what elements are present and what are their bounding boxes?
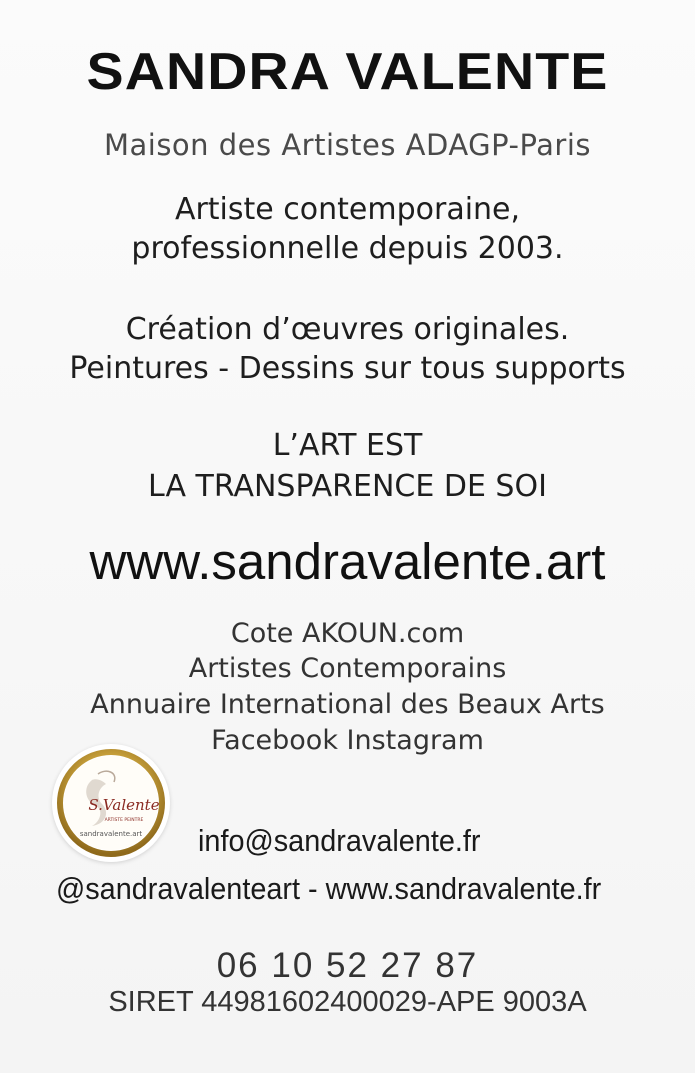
svg-text:ARTISTE PEINTRE: ARTISTE PEINTRE (104, 818, 144, 823)
siret-number: SIRET 44981602400029-APE 9003A (108, 986, 587, 1018)
phone-number[interactable]: 06 10 52 27 87 (216, 946, 479, 985)
reference-line: Cote AKOUN.com (230, 618, 465, 649)
artist-logo (52, 744, 170, 862)
logo-seal-icon (52, 744, 170, 862)
motto-line: L’ART EST (272, 428, 423, 463)
svg-text:S.Valente: S.Valente (88, 796, 160, 814)
affiliation: Maison des Artistes ADAGP-Paris (103, 128, 592, 162)
description-line: Artiste contemporaine, (174, 192, 521, 227)
email-link[interactable]: info@sandravalente.fr (198, 823, 481, 858)
artist-name: SANDRA VALENTE (86, 43, 609, 101)
description-line: Création d’œuvres originales. (125, 312, 570, 347)
website-link[interactable]: www.sandravalente.art (89, 533, 606, 590)
reference-line: Artistes Contemporains (188, 653, 507, 684)
description-line: professionnelle depuis 2003. (131, 231, 564, 266)
motto-line: LA TRANSPARENCE DE SOI (148, 469, 547, 504)
social-handle[interactable]: @sandravalenteart - www.sandravalente.fr (56, 871, 602, 906)
reference-line: Annuaire International des Beaux Arts (90, 689, 605, 720)
svg-text:sandravalente.art: sandravalente.art (79, 830, 143, 838)
description-line: Peintures - Dessins sur tous supports (69, 351, 626, 386)
reference-line: Facebook Instagram (211, 725, 484, 756)
